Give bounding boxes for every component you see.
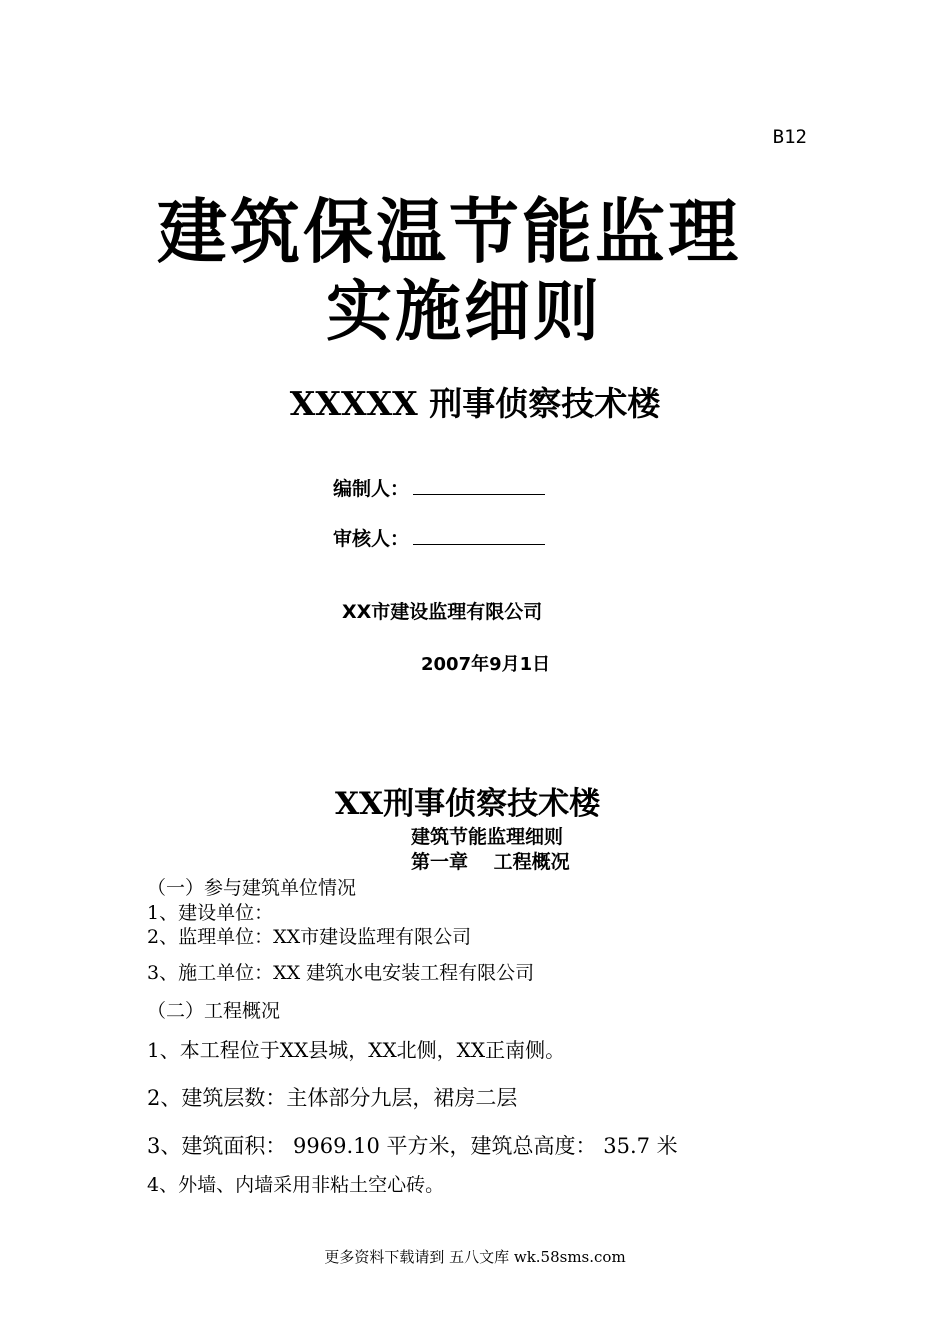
footer-note: 更多资料下载请到 五八文库 wk.58sms.com bbox=[324, 1248, 626, 1266]
project-name: XXXXX 刑事侦察技术楼 bbox=[289, 384, 661, 423]
list-item-supervisor: 2、监理单位：XX市建设监理有限公司 bbox=[147, 926, 472, 948]
section-project-title: XX刑事侦察技术楼 bbox=[335, 786, 601, 822]
detail-area: 3、建筑面积： 9969.10 平方米，建筑总高度： 35.7 米 bbox=[147, 1134, 678, 1158]
reviewer-signature bbox=[333, 524, 545, 551]
compiler-signature-line bbox=[413, 476, 545, 495]
company-name: XX市建设监理有限公司 bbox=[342, 601, 543, 623]
section-subtitle: 建筑节能监理细则 bbox=[411, 826, 564, 848]
main-title-line2: 实施细则 bbox=[326, 273, 602, 350]
chapter-heading: 第一章 工程概况 bbox=[411, 851, 570, 873]
reviewer-label: 审核人： bbox=[333, 528, 410, 550]
list-item-contractor: 3、施工单位：XX 建筑水电安装工程有限公司 bbox=[147, 962, 535, 984]
compiler-label: 编制人： bbox=[333, 478, 410, 500]
detail-floors: 2、建筑层数：主体部分九层，裙房二层 bbox=[147, 1086, 518, 1110]
main-title-line1: 建筑保温节能监理 bbox=[157, 191, 741, 273]
reviewer-signature-line bbox=[413, 526, 545, 545]
part2-heading: （二）工程概况 bbox=[147, 1000, 281, 1022]
list-item-builder: 1、建设单位： bbox=[147, 902, 274, 924]
detail-location: 1、本工程位于XX县城，XX北侧，XX正南侧。 bbox=[147, 1038, 566, 1062]
document-date: 2007年9月1日 bbox=[421, 654, 551, 675]
compiler-signature bbox=[333, 474, 545, 501]
detail-walls: 4、外墙、内墙采用非粘土空心砖。 bbox=[147, 1174, 445, 1196]
part1-heading: （一）参与建筑单位情况 bbox=[147, 877, 357, 899]
document-code: B12 bbox=[772, 126, 807, 148]
